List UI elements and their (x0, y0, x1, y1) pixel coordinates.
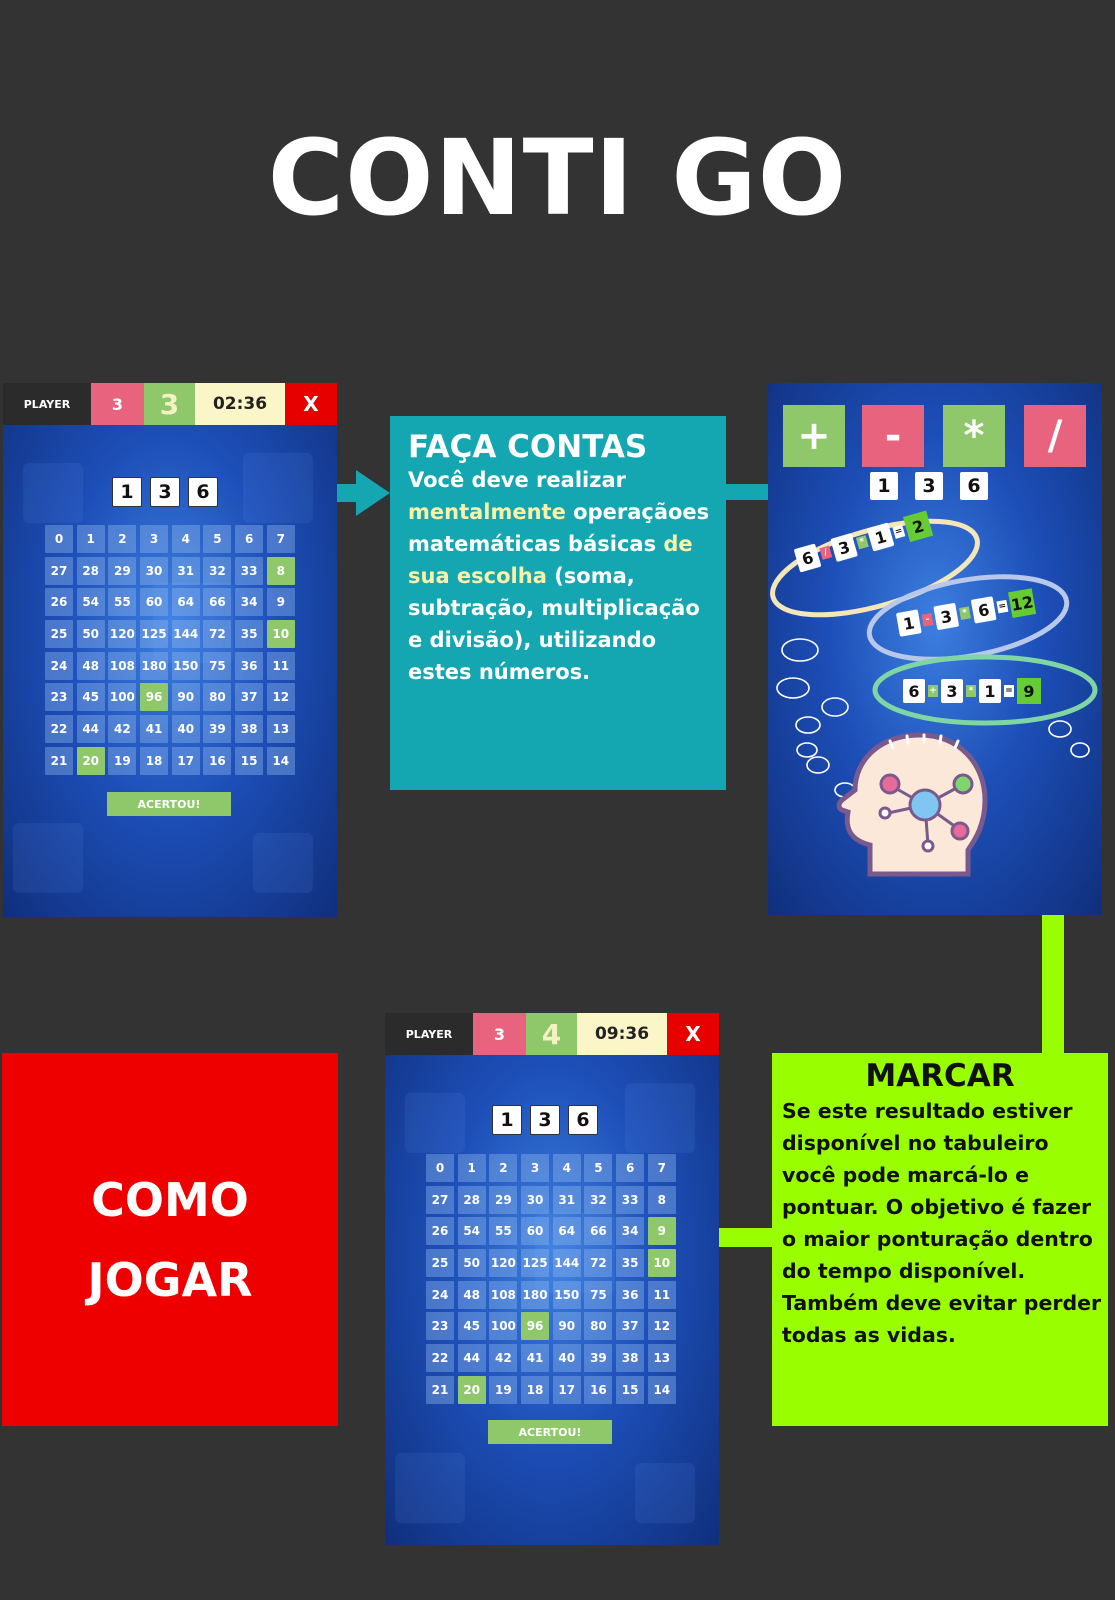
eq-operator: - (922, 613, 934, 627)
board-cell[interactable]: 60 (521, 1217, 549, 1245)
die: 1 (112, 477, 142, 507)
board-cell[interactable]: 5 (584, 1154, 612, 1182)
board-cell[interactable]: 11 (648, 1281, 676, 1309)
board-cell[interactable]: 12 (648, 1312, 676, 1340)
eq-operator: / (819, 546, 832, 560)
eq-number: 6 (903, 679, 925, 703)
board-cell[interactable]: 14 (648, 1376, 676, 1404)
eq-number: 6 (794, 543, 822, 572)
board-cell[interactable]: 12 (267, 683, 295, 711)
board-cell[interactable]: 23 (45, 683, 73, 711)
die: 6 (960, 472, 988, 500)
board-cell[interactable]: 22 (45, 715, 73, 743)
board-cell[interactable]: 33 (616, 1186, 644, 1214)
board-cell[interactable]: 24 (45, 652, 73, 680)
board-cell[interactable]: 64 (553, 1217, 581, 1245)
board-cell[interactable]: 32 (203, 557, 231, 585)
eq-number: 1 (867, 522, 895, 551)
board-cell[interactable]: 45 (77, 683, 105, 711)
board-cell[interactable]: 108 (108, 652, 136, 680)
head-icon (839, 735, 985, 874)
board-cell[interactable]: 55 (108, 588, 136, 616)
board-cell[interactable]: 10 (648, 1249, 676, 1277)
lives-counter: 3 (473, 1013, 526, 1055)
board-cell[interactable]: 8 (648, 1186, 676, 1214)
eq-result: 2 (903, 510, 933, 542)
board-cell[interactable]: 25 (426, 1249, 454, 1277)
board-cell[interactable]: 72 (584, 1249, 612, 1277)
board-cell[interactable]: 3 (140, 525, 168, 553)
board-cell[interactable]: 1 (458, 1154, 486, 1182)
eq-number: 6 (971, 596, 997, 623)
eq-result: 9 (1017, 678, 1041, 704)
board-cell[interactable]: 54 (77, 588, 105, 616)
board-cell[interactable]: 72 (203, 620, 231, 648)
board-cell[interactable]: 96 (140, 683, 168, 711)
page-title: CONTI GO (267, 117, 848, 239)
board-cell[interactable]: 21 (45, 747, 73, 775)
board-cell[interactable]: 25 (45, 620, 73, 648)
marcar-box (772, 1053, 1108, 1426)
eq-operator: * (966, 685, 976, 697)
board-cell[interactable]: 4 (172, 525, 200, 553)
board-cell[interactable]: 54 (458, 1217, 486, 1245)
board-cell[interactable]: 4 (553, 1154, 581, 1182)
eq-number: 3 (941, 679, 963, 703)
board-cell[interactable]: 19 (489, 1376, 517, 1404)
board-cell[interactable]: 32 (584, 1186, 612, 1214)
board-cell[interactable]: 16 (203, 747, 231, 775)
faca-contas-text-3: (soma, subtração, multiplicação e divisão), utilizando estes números. (408, 564, 700, 684)
board-cell[interactable]: 31 (172, 557, 200, 585)
lives-counter: 3 (91, 383, 144, 425)
faca-contas-text-1: Você deve realizar (408, 468, 626, 492)
board-cell[interactable]: 6 (616, 1154, 644, 1182)
board-cell[interactable]: 26 (426, 1217, 454, 1245)
board-cell[interactable]: 64 (172, 588, 200, 616)
board-cell[interactable]: 80 (584, 1312, 612, 1340)
board-cell[interactable]: 8 (267, 557, 295, 585)
acertou-button[interactable]: ACERTOU! (107, 792, 231, 816)
board-cell[interactable]: 24 (426, 1281, 454, 1309)
board-cell[interactable]: 18 (140, 747, 168, 775)
board-cell[interactable]: 27 (45, 557, 73, 585)
eq-operator: * (856, 535, 869, 549)
eq-number: 1 (979, 679, 1001, 703)
close-button[interactable]: X (667, 1013, 719, 1055)
board-cell[interactable]: 36 (616, 1281, 644, 1309)
board-cell[interactable]: 2 (108, 525, 136, 553)
board-cell[interactable]: 125 (140, 620, 168, 648)
board-cell[interactable]: 108 (489, 1281, 517, 1309)
board-cell[interactable]: 180 (521, 1281, 549, 1309)
eq-operator: * (959, 606, 971, 620)
eq-number: 3 (933, 603, 959, 630)
score-counter: 3 (144, 383, 195, 425)
board-cell[interactable]: 1 (77, 525, 105, 553)
plus-button[interactable]: + (783, 405, 845, 467)
board-cell[interactable]: 150 (172, 652, 200, 680)
board-cell[interactable]: 55 (489, 1217, 517, 1245)
board-cell[interactable]: 17 (172, 747, 200, 775)
board-cell[interactable]: 66 (584, 1217, 612, 1245)
board-cell[interactable]: 37 (616, 1312, 644, 1340)
board-cell[interactable]: 90 (172, 683, 200, 711)
marcar-text: Se este resultado estiver disponível no tabuleiro você pode marcá-lo e pontuar. O objetivo é fazer o maior ponturação dentro do tempo disponível. Também deve evitar perder todas as vidas. (782, 1099, 1102, 1347)
acertou-button[interactable]: ACERTOU! (488, 1420, 612, 1444)
player-label: PLAYER (385, 1013, 473, 1055)
game-screen-2 (385, 1013, 719, 1545)
timer: 09:36 (577, 1013, 667, 1055)
board-cell[interactable]: 50 (458, 1249, 486, 1277)
timer: 02:36 (195, 383, 285, 425)
multiply-button[interactable]: * (943, 405, 1005, 467)
eq-operator: + (929, 686, 937, 696)
board-cell[interactable]: 100 (489, 1312, 517, 1340)
number-board (426, 1154, 676, 1404)
board-cell[interactable]: 2 (489, 1154, 517, 1182)
board-cell[interactable]: 13 (267, 715, 295, 743)
board-cell[interactable]: 9 (267, 588, 295, 616)
eq-equals: = (893, 525, 904, 538)
board-cell[interactable]: 17 (553, 1376, 581, 1404)
eq-equals: = (997, 601, 1007, 613)
equation-3 (903, 678, 1041, 704)
board-cell[interactable]: 45 (458, 1312, 486, 1340)
board-cell[interactable]: 144 (553, 1249, 581, 1277)
eq-number: 1 (896, 609, 922, 636)
board-cell[interactable]: 37 (235, 683, 263, 711)
minus-button[interactable]: - (862, 405, 924, 467)
board-cell[interactable]: 42 (108, 715, 136, 743)
eq-equals: = (1005, 686, 1013, 696)
marcar-title: MARCAR (865, 1058, 1015, 1094)
board-cell[interactable]: 30 (521, 1186, 549, 1214)
board-cell[interactable]: 39 (203, 715, 231, 743)
board-cell[interactable]: 27 (426, 1186, 454, 1214)
board-cell[interactable]: 20 (458, 1376, 486, 1404)
board-cell[interactable]: 38 (616, 1344, 644, 1372)
board-cell[interactable]: 15 (235, 747, 263, 775)
como-jogar-line-2: JOGAR (87, 1252, 253, 1307)
die: 3 (150, 477, 180, 507)
board-cell[interactable]: 90 (553, 1312, 581, 1340)
board-cell[interactable]: 66 (203, 588, 231, 616)
board-cell[interactable]: 29 (108, 557, 136, 585)
board-cell[interactable]: 14 (267, 747, 295, 775)
divide-button[interactable]: / (1024, 405, 1086, 467)
board-cell[interactable]: 125 (521, 1249, 549, 1277)
board-cell[interactable]: 41 (140, 715, 168, 743)
score-counter: 4 (526, 1013, 577, 1055)
board-cell[interactable]: 6 (235, 525, 263, 553)
board-cell[interactable]: 35 (235, 620, 263, 648)
board-cell[interactable]: 96 (521, 1312, 549, 1340)
board-cell[interactable]: 40 (172, 715, 200, 743)
board-cell[interactable]: 60 (140, 588, 168, 616)
board-cell[interactable]: 34 (235, 588, 263, 616)
board-cell[interactable]: 120 (108, 620, 136, 648)
board-cell[interactable]: 34 (616, 1217, 644, 1245)
board-cell[interactable]: 16 (584, 1376, 612, 1404)
board-cell[interactable]: 42 (489, 1344, 517, 1372)
board-cell[interactable]: 48 (77, 652, 105, 680)
die: 6 (188, 477, 218, 507)
board-cell[interactable]: 20 (77, 747, 105, 775)
board-cell[interactable]: 26 (45, 588, 73, 616)
board-cell[interactable]: 7 (648, 1154, 676, 1182)
dice-row (492, 1105, 598, 1135)
board-cell[interactable]: 35 (616, 1249, 644, 1277)
board-cell[interactable]: 50 (77, 620, 105, 648)
board-cell[interactable]: 41 (521, 1344, 549, 1372)
board-cell[interactable]: 19 (108, 747, 136, 775)
board-cell[interactable]: 28 (77, 557, 105, 585)
board-cell[interactable]: 144 (172, 620, 200, 648)
board-cell[interactable]: 38 (235, 715, 263, 743)
board-cell[interactable]: 5 (203, 525, 231, 553)
board-cell[interactable]: 75 (203, 652, 231, 680)
status-bar (385, 1013, 719, 1055)
board-cell[interactable]: 120 (489, 1249, 517, 1277)
die: 3 (915, 472, 943, 500)
die: 3 (530, 1105, 560, 1135)
board-cell[interactable]: 7 (267, 525, 295, 553)
como-jogar-box (2, 1053, 338, 1426)
board-cell[interactable]: 100 (108, 683, 136, 711)
player-label: PLAYER (3, 383, 91, 425)
board-cell[interactable]: 150 (553, 1281, 581, 1309)
faca-contas-text-2: operaçãoes matemáticas básicas (408, 500, 710, 556)
eq-number: 3 (830, 533, 858, 562)
die: 6 (568, 1105, 598, 1135)
board-cell[interactable]: 0 (426, 1154, 454, 1182)
board-cell[interactable]: 13 (648, 1344, 676, 1372)
board-cell[interactable]: 36 (235, 652, 263, 680)
board-cell[interactable]: 75 (584, 1281, 612, 1309)
eq-result: 12 (1008, 588, 1036, 618)
board-cell[interactable]: 33 (235, 557, 263, 585)
board-cell[interactable]: 18 (521, 1376, 549, 1404)
faca-contas-highlight-1: mentalmente (408, 500, 566, 524)
board-cell[interactable]: 80 (203, 683, 231, 711)
board-cell[interactable]: 15 (616, 1376, 644, 1404)
faca-contas-highlight-2: de sua escolha (408, 532, 693, 588)
como-jogar-line-1: COMO (91, 1172, 249, 1227)
board-cell[interactable]: 39 (584, 1344, 612, 1372)
close-button[interactable]: X (285, 383, 337, 425)
board-cell[interactable]: 44 (77, 715, 105, 743)
board-cell[interactable]: 11 (267, 652, 295, 680)
board-cell[interactable]: 3 (521, 1154, 549, 1182)
board-cell[interactable]: 30 (140, 557, 168, 585)
faca-contas-title: FAÇA CONTAS (408, 429, 648, 465)
board-cell[interactable]: 40 (553, 1344, 581, 1372)
board-cell[interactable]: 10 (267, 620, 295, 648)
board-cell[interactable]: 21 (426, 1376, 454, 1404)
board-cell[interactable]: 29 (489, 1186, 517, 1214)
board-cell[interactable]: 31 (553, 1186, 581, 1214)
board-cell[interactable]: 9 (648, 1217, 676, 1245)
board-cell[interactable]: 0 (45, 525, 73, 553)
board-cell[interactable]: 28 (458, 1186, 486, 1214)
board-cell[interactable]: 23 (426, 1312, 454, 1340)
board-cell[interactable]: 44 (458, 1344, 486, 1372)
board-cell[interactable]: 180 (140, 652, 168, 680)
board-cell[interactable]: 48 (458, 1281, 486, 1309)
die: 1 (870, 472, 898, 500)
die: 1 (492, 1105, 522, 1135)
board-cell[interactable]: 22 (426, 1344, 454, 1372)
